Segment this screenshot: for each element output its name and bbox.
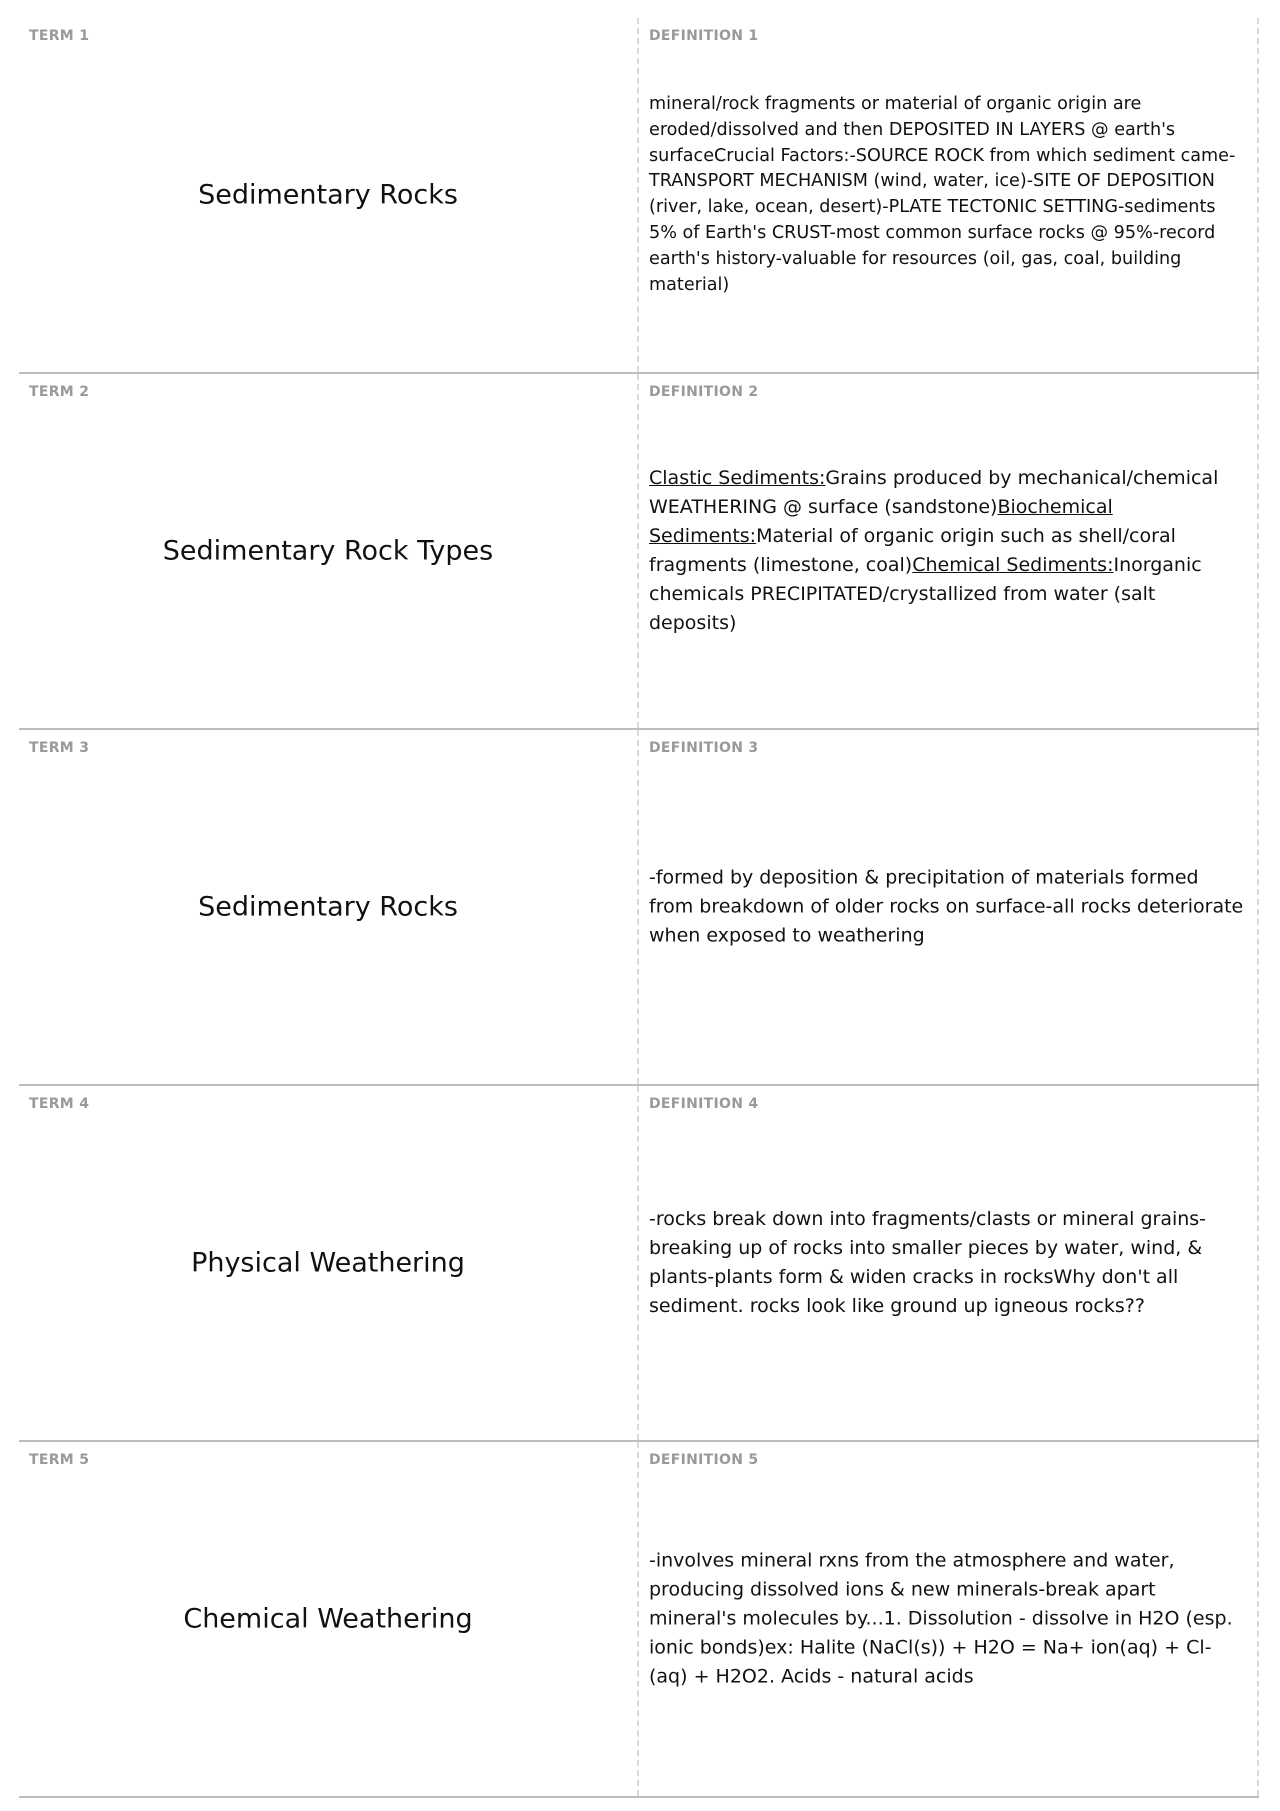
term-text: Sedimentary Rocks [198, 891, 458, 923]
definition-cell [639, 374, 1259, 728]
term-cell [19, 1442, 639, 1796]
definition-label: DEFINITION 3 [649, 740, 759, 756]
term-label: TERM 5 [29, 1452, 90, 1468]
definition-cell [639, 1086, 1259, 1440]
term-cell [19, 1086, 639, 1440]
definition-body: Grains produced by mechanical/chemical WEATHERING @ surface (sandstone) [649, 467, 1219, 518]
definition-label: DEFINITION 5 [649, 1452, 759, 1468]
term-label: TERM 4 [29, 1096, 90, 1112]
term-cell [19, 374, 639, 728]
definition-cell [639, 730, 1259, 1084]
term-text: Sedimentary Rocks [198, 179, 458, 211]
flashcard-sheet [19, 18, 1259, 1798]
definition-label: DEFINITION 1 [649, 28, 759, 44]
definition-text: mineral/rock fragments or material of organic origin are eroded/dissolved and then DEPOSITED IN LAYERS @ earth's surfaceCrucial Factors:-SOURCE ROCK from which sediment came-TRANSPORT MECHANISM (wind, water, ice)-SITE OF DEPOSITION (river, lake, ocean, desert)-PLATE TECTONIC SETTING-sediments 5% of Earth's CRUST-most common surface rocks @ 95%-record earth's history-valuable for resources (oil, gas, coal, building material) [649, 93, 1236, 295]
term-label: TERM 1 [29, 28, 90, 44]
card-row-3 [19, 730, 1259, 1086]
definition-cell [639, 18, 1259, 372]
term-cell [19, 730, 639, 1084]
card-row-4 [19, 1086, 1259, 1442]
term-cell [19, 18, 639, 372]
definition-text: -rocks break down into fragments/clasts or mineral grains-breaking up of rocks into smaller pieces by water, wind, & plants-plants form & widen cracks in rocksWhy don't all sediment. rocks look like ground up igneous rocks?? [649, 1208, 1207, 1317]
term-text: Physical Weathering [191, 1247, 465, 1279]
term-text: Chemical Weathering [183, 1603, 473, 1635]
definition-body: Material of organic origin such as shell/coral fragments (limestone, coal) [649, 525, 1176, 576]
definition-text [649, 464, 1245, 638]
definition-heading: Chemical Sediments: [912, 554, 1114, 576]
definition-cell [639, 1442, 1259, 1796]
term-text: Sedimentary Rock Types [162, 535, 494, 567]
definition-label: DEFINITION 2 [649, 384, 759, 400]
card-row-1 [19, 18, 1259, 374]
term-label: TERM 2 [29, 384, 90, 400]
definition-text: -formed by deposition & precipitation of materials formed from breakdown of older rocks on surface-all rocks deteriorate when exposed to weathering [649, 866, 1244, 947]
definition-heading: Biochemical Sediments: [649, 496, 1113, 547]
term-label: TERM 3 [29, 740, 90, 756]
definition-label: DEFINITION 4 [649, 1096, 759, 1112]
definition-text: -involves mineral rxns from the atmosphere and water, producing dissolved ions & new minerals-break apart mineral's molecules by...1. Dissolution - dissolve in H2O (esp. ionic bonds)ex: Halite (NaCl(s)) + H2O = Na+ ion(aq) + Cl-(aq) + H2O2. Acids - natural acids [649, 1549, 1233, 1688]
definition-body: Inorganic chemicals PRECIPITATED/crystallized from water (salt deposits) [649, 554, 1202, 634]
card-row-2 [19, 374, 1259, 730]
card-row-5 [19, 1442, 1259, 1798]
definition-heading: Clastic Sediments: [649, 467, 826, 489]
